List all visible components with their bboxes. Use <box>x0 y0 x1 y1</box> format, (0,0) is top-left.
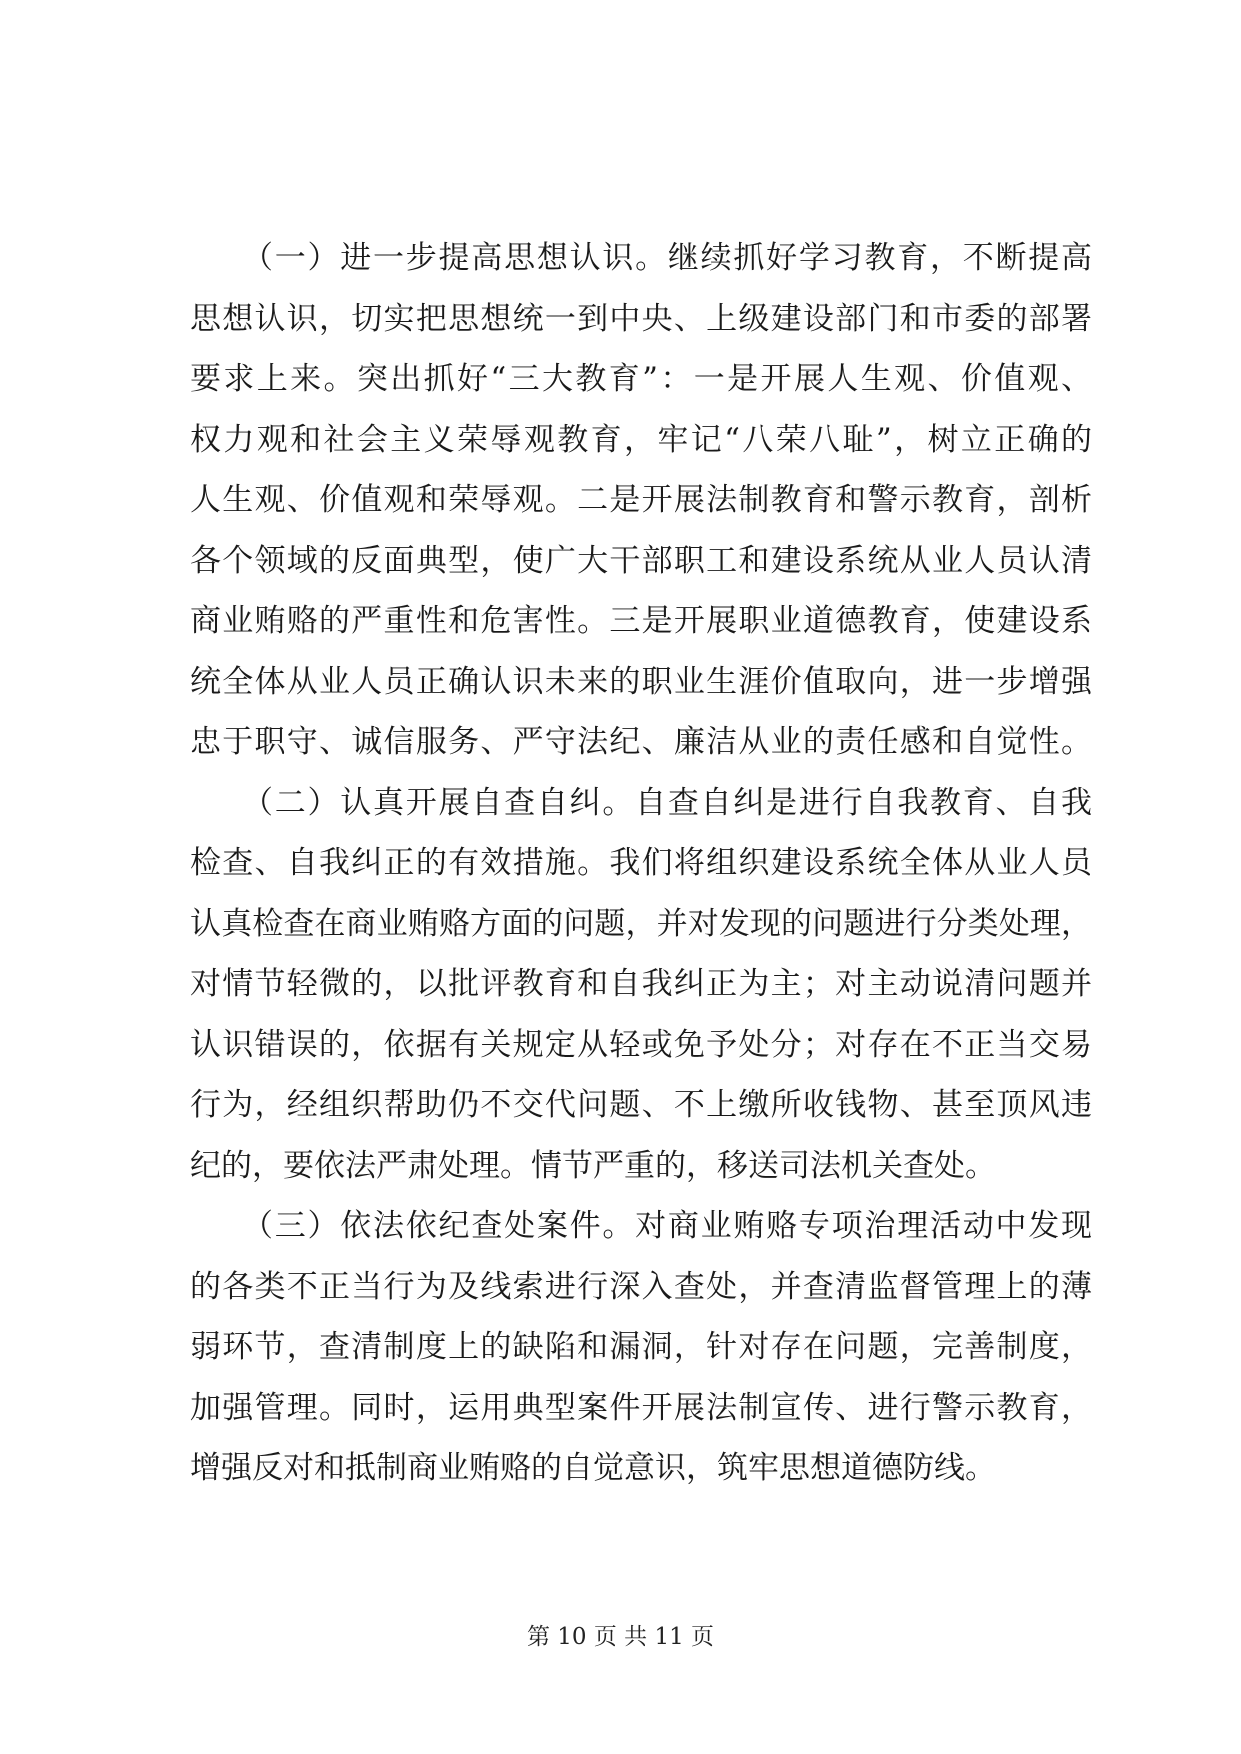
paragraph-2-line: 认真检查在商业贿赂方面的问题，并对发现的问题进行分类处理， <box>190 905 1092 942</box>
paragraph-2-line: 对情节轻微的，以批评教育和自我纠正为主；对主动说清问题并 <box>190 966 1092 1002</box>
paragraph-1-line: 思想认识，切实把思想统一到中央、上级建设部门和市委的部署 <box>190 300 1092 337</box>
paragraph-1-line: 商业贿赂的严重性和危害性。三是开展职业道德教育，使建设系 <box>190 603 1092 639</box>
paragraph-2-line: 行为，经组织帮助仍不交代问题、不上缴所收钱物、甚至顶风违 <box>190 1087 1092 1123</box>
page-number-footer: 第 10 页 共 11 页 <box>526 1624 715 1650</box>
paragraph-3-line: 弱环节，查清制度上的缺陷和漏洞，针对存在问题，完善制度， <box>190 1329 1092 1365</box>
paragraph-1-line: 要求上来。突出抓好“三大教育”：一是开展人生观、价值观、 <box>190 361 1092 397</box>
paragraph-1-line: 人生观、价值观和荣辱观。二是开展法制教育和警示教育，剖析 <box>190 482 1092 518</box>
paragraph-1-line: （一）进一步提高思想认识。继续抓好学习教育，不断提高 <box>242 240 1092 276</box>
paragraph-3-line: 的各类不正当行为及线索进行深入查处，并查清监督管理上的薄 <box>190 1268 1092 1305</box>
paragraph-1-line: 统全体从业人员正确认识未来的职业生涯价值取向，进一步增强 <box>190 663 1092 700</box>
paragraph-2-line: （二）认真开展自查自纠。自查自纠是进行自我教育、自我 <box>242 784 1092 821</box>
document-body <box>190 228 1092 1499</box>
paragraph-3-line: 增强反对和抵制商业贿赂的自觉意识，筑牢思想道德防线。 <box>190 1450 996 1486</box>
paragraph-2-line: 纪的，要依法严肃处理。情节严重的，移送司法机关查处。 <box>190 1147 996 1184</box>
paragraph-3-line: 加强管理。同时，运用典型案件开展法制宣传、进行警示教育， <box>190 1389 1092 1426</box>
paragraph-3-line: （三）依法依纪查处案件。对商业贿赂专项治理活动中发现 <box>242 1208 1092 1244</box>
paragraph-1-line: 忠于职守、诚信服务、严守法纪、廉洁从业的责任感和自觉性。 <box>190 724 1092 760</box>
paragraph-2-line: 检查、自我纠正的有效措施。我们将组织建设系统全体从业人员 <box>190 845 1092 881</box>
paragraph-1-line: 各个领域的反面典型，使广大干部职工和建设系统从业人员认清 <box>190 542 1092 579</box>
paragraph-1-line: 权力观和社会主义荣辱观教育，牢记“八荣八耻”，树立正确的 <box>190 421 1092 458</box>
paragraph-2-line: 认识错误的，依据有关规定从轻或免予处分；对存在不正当交易 <box>190 1026 1092 1063</box>
